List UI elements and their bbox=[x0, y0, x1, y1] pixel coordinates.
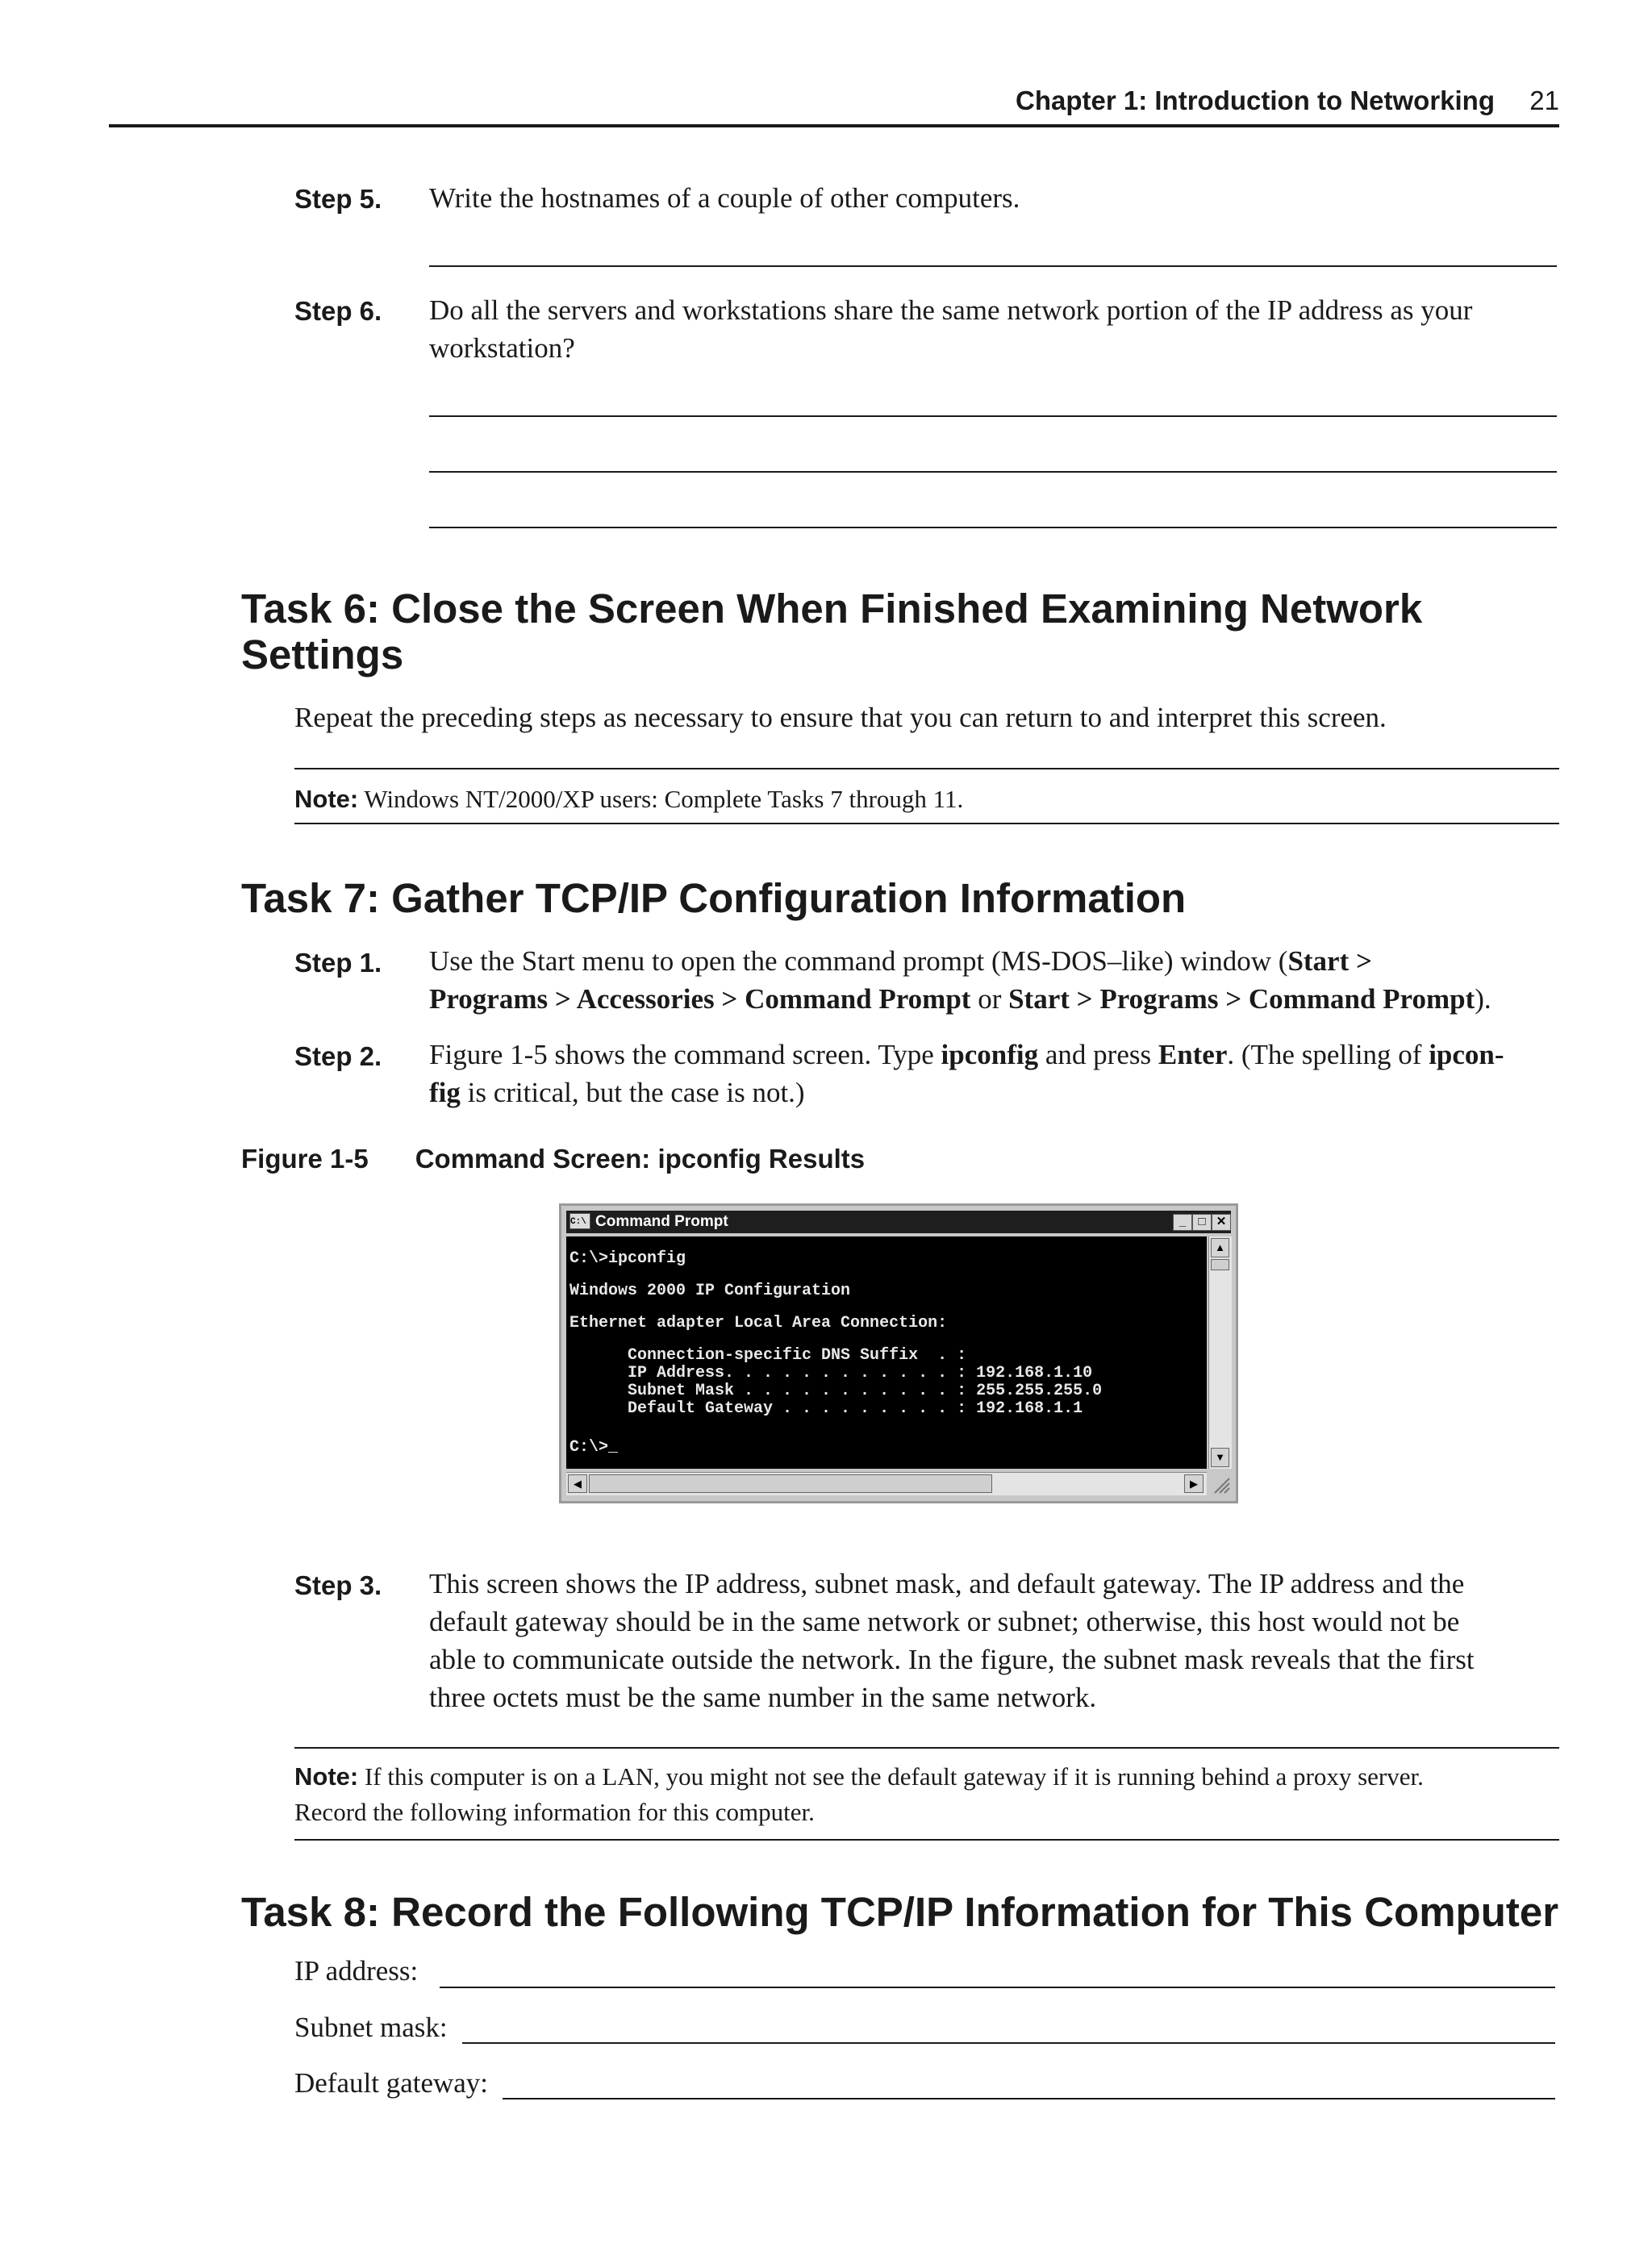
step5-label: Step 5. bbox=[294, 184, 382, 214]
step6-text-line1: Do all the servers and workstations share the same network portion of the IP address as your bbox=[429, 294, 1473, 326]
scroll-up-icon[interactable]: ▲ bbox=[1211, 1238, 1229, 1257]
running-header bbox=[109, 84, 1559, 127]
step1-text-line2: Programs > Accessories > Command Prompt or Start > Programs > Command Prompt). bbox=[429, 983, 1491, 1015]
step3-text-line: This screen shows the IP address, subnet mask, and default gateway. The IP address and the bbox=[429, 1568, 1465, 1599]
note-text: Windows NT/2000/XP users: Complete Tasks 7 through 11. bbox=[364, 785, 964, 813]
step5-text: Write the hostnames of a couple of other computers. bbox=[429, 182, 1020, 214]
scroll-down-icon[interactable]: ▼ bbox=[1211, 1448, 1229, 1467]
step2-text-line2: fig is critical, but the case is not.) bbox=[429, 1077, 805, 1108]
answer-line[interactable] bbox=[429, 471, 1557, 473]
step3-label: Step 3. bbox=[294, 1570, 382, 1600]
subnet-mask-field[interactable] bbox=[462, 2042, 1555, 2044]
note-text-line2: Record the following information for this computer. bbox=[294, 1798, 815, 1826]
step6-text-line2: workstation? bbox=[429, 332, 575, 364]
task6-body: Repeat the preceding steps as necessary to ensure that you can return to and interpret this screen. bbox=[294, 702, 1387, 733]
figure-number: Figure 1-5 bbox=[241, 1144, 369, 1174]
ip-address-field[interactable] bbox=[440, 1987, 1555, 1988]
resize-grip-icon[interactable] bbox=[1210, 1474, 1231, 1495]
scroll-thumb[interactable] bbox=[1211, 1259, 1229, 1270]
answer-line[interactable] bbox=[429, 265, 1557, 267]
note-box bbox=[294, 1747, 1559, 1841]
console-output[interactable] bbox=[566, 1236, 1207, 1469]
step6-label: Step 6. bbox=[294, 296, 382, 326]
window-titlebar bbox=[566, 1211, 1231, 1233]
step2-label: Step 2. bbox=[294, 1041, 382, 1071]
default-gateway-field[interactable] bbox=[503, 2098, 1555, 2099]
console-line: IP Address. . . . . . . . . . . . : 192.168.1.10 bbox=[569, 1364, 1093, 1382]
scroll-left-icon[interactable]: ◀ bbox=[568, 1474, 587, 1493]
note-label: Note: bbox=[294, 1762, 359, 1791]
console-line: Subnet Mask . . . . . . . . . . . : 255.255.255.0 bbox=[569, 1382, 1103, 1400]
console-line: C:\>_ bbox=[569, 1438, 619, 1457]
page-number: 21 bbox=[1529, 85, 1559, 115]
figure-title: Command Screen: ipconfig Results bbox=[415, 1144, 866, 1174]
answer-line[interactable] bbox=[429, 415, 1557, 417]
chapter-title: Chapter 1: Introduction to Networking bbox=[1016, 85, 1495, 115]
default-gateway-label: Default gateway: bbox=[294, 2067, 489, 2099]
command-prompt-window bbox=[559, 1203, 1238, 1503]
horizontal-scrollbar[interactable] bbox=[566, 1472, 1207, 1495]
answer-line[interactable] bbox=[429, 527, 1557, 528]
console-line: Connection-specific DNS Suffix . : bbox=[569, 1346, 967, 1365]
task6-heading-line2: Settings bbox=[241, 632, 404, 678]
console-line: Default Gateway . . . . . . . . . : 192.168.1.1 bbox=[569, 1399, 1083, 1418]
console-line: Windows 2000 IP Configuration bbox=[569, 1282, 851, 1300]
task7-heading: Task 7: Gather TCP/IP Configuration Information bbox=[241, 875, 1187, 921]
window-title: Command Prompt bbox=[595, 1213, 728, 1230]
scroll-thumb[interactable] bbox=[589, 1474, 992, 1493]
task6-heading-line1: Task 6: Close the Screen When Finished Examining Network bbox=[241, 586, 1423, 632]
step3-text-line: able to communicate outside the network. In the figure, the subnet mask reveals that the first bbox=[429, 1644, 1475, 1675]
maximize-button[interactable]: □ bbox=[1192, 1214, 1212, 1231]
step3-text-line: three octets must be the same number in the same network. bbox=[429, 1682, 1097, 1713]
minimize-button[interactable]: _ bbox=[1173, 1214, 1192, 1231]
console-line: Ethernet adapter Local Area Connection: bbox=[569, 1314, 948, 1332]
subnet-mask-label: Subnet mask: bbox=[294, 2012, 448, 2043]
task8-heading: Task 8: Record the Following TCP/IP Information for This Computer bbox=[241, 1889, 1559, 1935]
scroll-right-icon[interactable]: ▶ bbox=[1184, 1474, 1204, 1493]
step3-text-line: default gateway should be in the same network or subnet; otherwise, this host would not be bbox=[429, 1606, 1460, 1637]
step2-text-line1: Figure 1-5 shows the command screen. Type ipconfig and press Enter. (The spelling of ipcon- bbox=[429, 1039, 1504, 1070]
ip-address-label: IP address: bbox=[294, 1955, 419, 1987]
console-icon: C:\ bbox=[569, 1213, 590, 1229]
step1-text-line1: Use the Start menu to open the command prompt (MS-DOS–like) window (Start > bbox=[429, 945, 1372, 977]
note-text-line1: If this computer is on a LAN, you might not see the default gateway if it is running behind a proxy server. bbox=[364, 1762, 1424, 1791]
note-box bbox=[294, 768, 1559, 824]
close-button[interactable]: ✕ bbox=[1212, 1214, 1231, 1231]
figure-caption bbox=[241, 1144, 865, 1174]
step1-label: Step 1. bbox=[294, 948, 382, 978]
vertical-scrollbar[interactable] bbox=[1208, 1236, 1232, 1469]
console-line: C:\>ipconfig bbox=[569, 1249, 686, 1268]
note-label: Note: bbox=[294, 785, 359, 813]
